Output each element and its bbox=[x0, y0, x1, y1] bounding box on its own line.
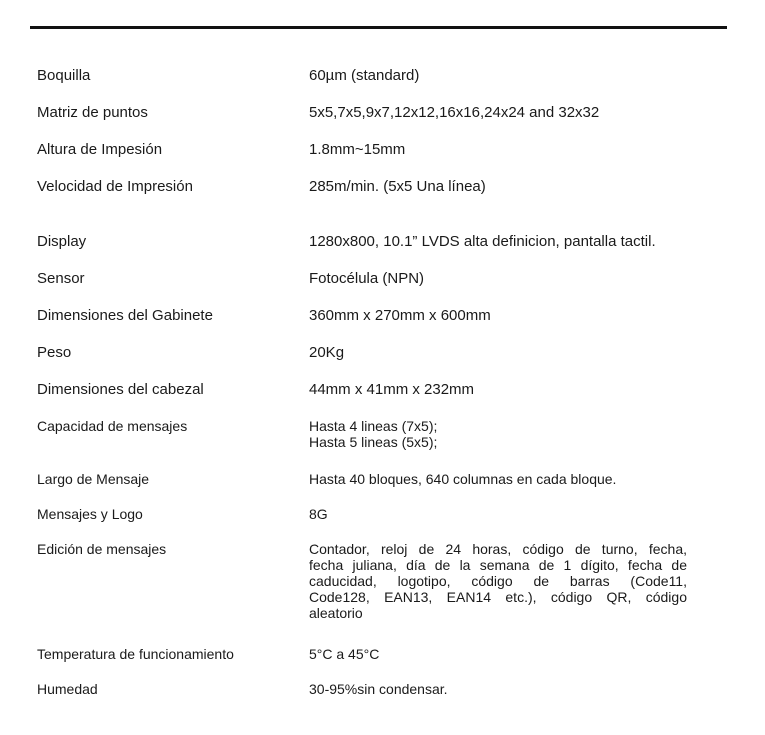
spec-value: 5°C a 45°C bbox=[309, 646, 380, 662]
spec-label: Peso bbox=[37, 344, 72, 361]
spec-value-line: Hasta 4 lineas (7x5); bbox=[309, 418, 438, 434]
top-divider bbox=[30, 26, 727, 29]
spec-value: 20Kg bbox=[309, 344, 345, 361]
spec-label: Capacidad de mensajes bbox=[37, 418, 188, 434]
spec-label: Boquilla bbox=[37, 67, 91, 84]
spec-value bbox=[309, 418, 437, 450]
spec-value-line: fecha juliana, día de la semana de 1 dígito, fecha de bbox=[309, 557, 687, 573]
spec-value: 5x5,7x5,9x7,12x12,16x16,24x24 and 32x32 bbox=[309, 104, 600, 121]
spec-value: 1.8mm~15mm bbox=[309, 141, 406, 158]
spec-value-line: aleatorio bbox=[309, 605, 363, 621]
spec-label: Edición de mensajes bbox=[37, 541, 167, 557]
spec-label: Humedad bbox=[37, 681, 98, 697]
spec-value: 30-95%sin condensar. bbox=[309, 681, 448, 697]
spec-value-line: caducidad, logotipo, código de barras (Code11, bbox=[309, 573, 687, 589]
spec-label: Dimensiones del Gabinete bbox=[37, 307, 213, 324]
spec-label: Altura de Impesión bbox=[37, 141, 163, 158]
spec-value: 60µm (standard) bbox=[309, 67, 420, 84]
spec-value-line: Contador, reloj de 24 horas, código de turno, fecha, bbox=[309, 541, 687, 557]
spec-value: 8G bbox=[309, 506, 328, 522]
spec-value-line: Hasta 5 lineas (5x5); bbox=[309, 434, 438, 450]
spec-value: 360mm x 270mm x 600mm bbox=[309, 307, 491, 324]
spec-label: Sensor bbox=[37, 270, 85, 287]
spec-label: Dimensiones del cabezal bbox=[37, 381, 204, 398]
spec-value: 1280x800, 10.1” LVDS alta definicion, pantalla tactil. bbox=[309, 233, 656, 250]
spec-label: Matriz de puntos bbox=[37, 104, 148, 121]
spec-label: Largo de Mensaje bbox=[37, 471, 150, 487]
spec-label: Mensajes y Logo bbox=[37, 506, 143, 522]
spec-value: Hasta 40 bloques, 640 columnas en cada bloque. bbox=[309, 471, 617, 487]
spec-value: 285m/min. (5x5 Una línea) bbox=[309, 178, 486, 195]
spec-label: Display bbox=[37, 233, 87, 250]
spec-label: Velocidad de Impresión bbox=[37, 178, 193, 195]
spec-value bbox=[309, 541, 687, 621]
spec-value-line: Code128, EAN13, EAN14 etc.), código QR, código bbox=[309, 589, 687, 605]
spec-value: Fotocélula (NPN) bbox=[309, 270, 425, 287]
spec-value: 44mm x 41mm x 232mm bbox=[309, 381, 475, 398]
spec-label: Temperatura de funcionamiento bbox=[37, 646, 234, 662]
